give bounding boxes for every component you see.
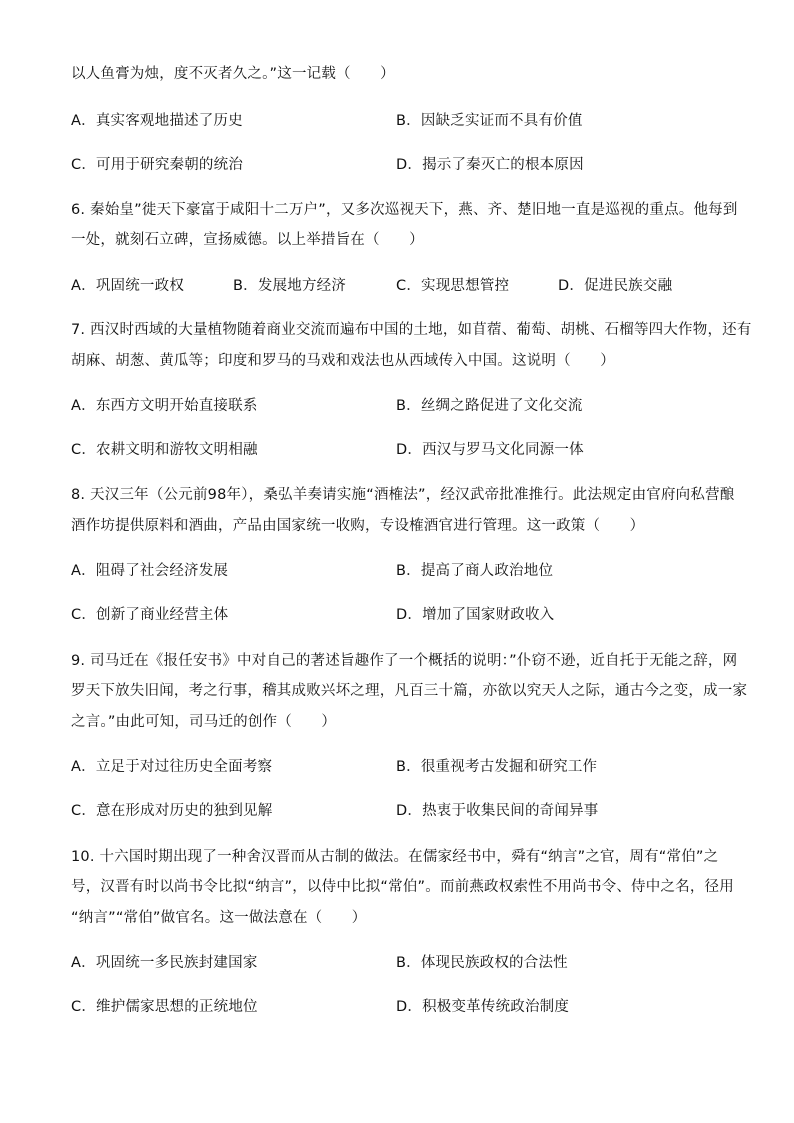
q9-option-b: B．很重视考古发掘和研究工作	[396, 759, 598, 775]
q6-option-c: C．实现思想管控	[396, 278, 510, 294]
q7-stem-line-2: 胡麻、胡葱、黄瓜等；印度和罗马的马戏和戏法也从西域传入中国。这说明（ ）	[71, 353, 615, 369]
q10-stem-line-3: “纳言”“常伯”做官名。这一做法意在（ ）	[71, 910, 367, 926]
q5-option-c: C．可用于研究秦朝的统治	[71, 157, 244, 173]
q5-option-b: B．因缺乏实证而不具有价值	[396, 113, 583, 129]
q7-option-c: C．农耕文明和游牧文明相融	[71, 442, 258, 458]
q9-stem-line-1: 9. 司马迁在《报任安书》中对自己的著述旨趣作了一个概括的说明：”仆窃不逊，近自托于无能之辞，网	[71, 653, 738, 669]
q10-option-a: A．巩固统一多民族封建国家	[71, 955, 258, 971]
q9-stem-line-3: 之言。”由此可知，司马迁的创作（ ）	[71, 714, 337, 730]
q6-option-b: B．发展地方经济	[233, 278, 347, 294]
q7-stem-line-1: 7. 西汉时西域的大量植物随着商业交流而遍布中国的土地，如苜蓿、葡萄、胡桃、石榴等四大作物，还有	[71, 322, 752, 338]
q6-stem-line-2: 一处，就刻石立碑，宣扬威德。以上举措旨在（ ）	[71, 232, 424, 248]
q8-option-d: D．增加了国家财政收入	[396, 607, 555, 623]
q7-option-d: D．西汉与罗马文化同源一体	[396, 442, 584, 458]
q5-option-a: A．真实客观地描述了历史	[71, 113, 243, 129]
q9-option-d: D．热衷于收集民间的奇闻异事	[396, 803, 599, 819]
q5-stem-tail: 以人鱼膏为烛，度不灭者久之。”这一记载（ ）	[71, 66, 395, 82]
q7-option-a: A．东西方文明开始直接联系	[71, 398, 258, 414]
q8-option-c: C．创新了商业经营主体	[71, 607, 229, 623]
q10-option-b: B．体现民族政权的合法性	[396, 955, 568, 971]
q8-option-a: A．阻碍了社会经济发展	[71, 563, 229, 579]
q9-option-c: C．意在形成对历史的独到见解	[71, 803, 273, 819]
q8-option-b: B．提高了商人政治地位	[396, 563, 554, 579]
q8-stem-line-1: 8. 天汉三年（公元前98年），桑弘羊奏请实施“酒榷法”，经汉武帝批准推行。此法规定由官府向私营酿	[71, 487, 735, 503]
q5-option-d: D．揭示了秦灭亡的根本原因	[396, 157, 584, 173]
q6-stem-line-1: 6. 秦始皇”徙天下豪富于咸阳十二万户”，又多次巡视天下，燕、齐、楚旧地一直是巡视的重点。他每到	[71, 202, 738, 218]
q9-option-a: A．立足于对过往历史全面考察	[71, 759, 273, 775]
q6-option-d: D．促进民族交融	[558, 278, 673, 294]
q10-option-d: D．积极变革传统政治制度	[396, 999, 570, 1015]
q6-option-a: A．巩固统一政权	[71, 278, 185, 294]
q8-stem-line-2: 酒作坊提供原料和酒曲，产品由国家统一收购，专设榷酒官进行管理。这一政策（ ）	[71, 518, 645, 534]
q10-stem-line-2: 号，汉晋有时以尚书令比拟“纳言”，以侍中比拟“常伯”。而前燕政权索性不用尚书令、侍中之名，径用	[71, 879, 734, 895]
q7-option-b: B．丝绸之路促进了文化交流	[396, 398, 583, 414]
q10-option-c: C．维护儒家思想的正统地位	[71, 999, 258, 1015]
q10-stem-line-1: 10. 十六国时期出现了一种舍汉晋而从古制的做法。在儒家经书中，舜有“纳言”之官，周有“常伯”之	[71, 849, 719, 865]
q9-stem-line-2: 罗天下放失旧闻，考之行事，稽其成败兴坏之理，凡百三十篇，亦欲以究天人之际，通古今之变，成一家	[71, 683, 748, 699]
